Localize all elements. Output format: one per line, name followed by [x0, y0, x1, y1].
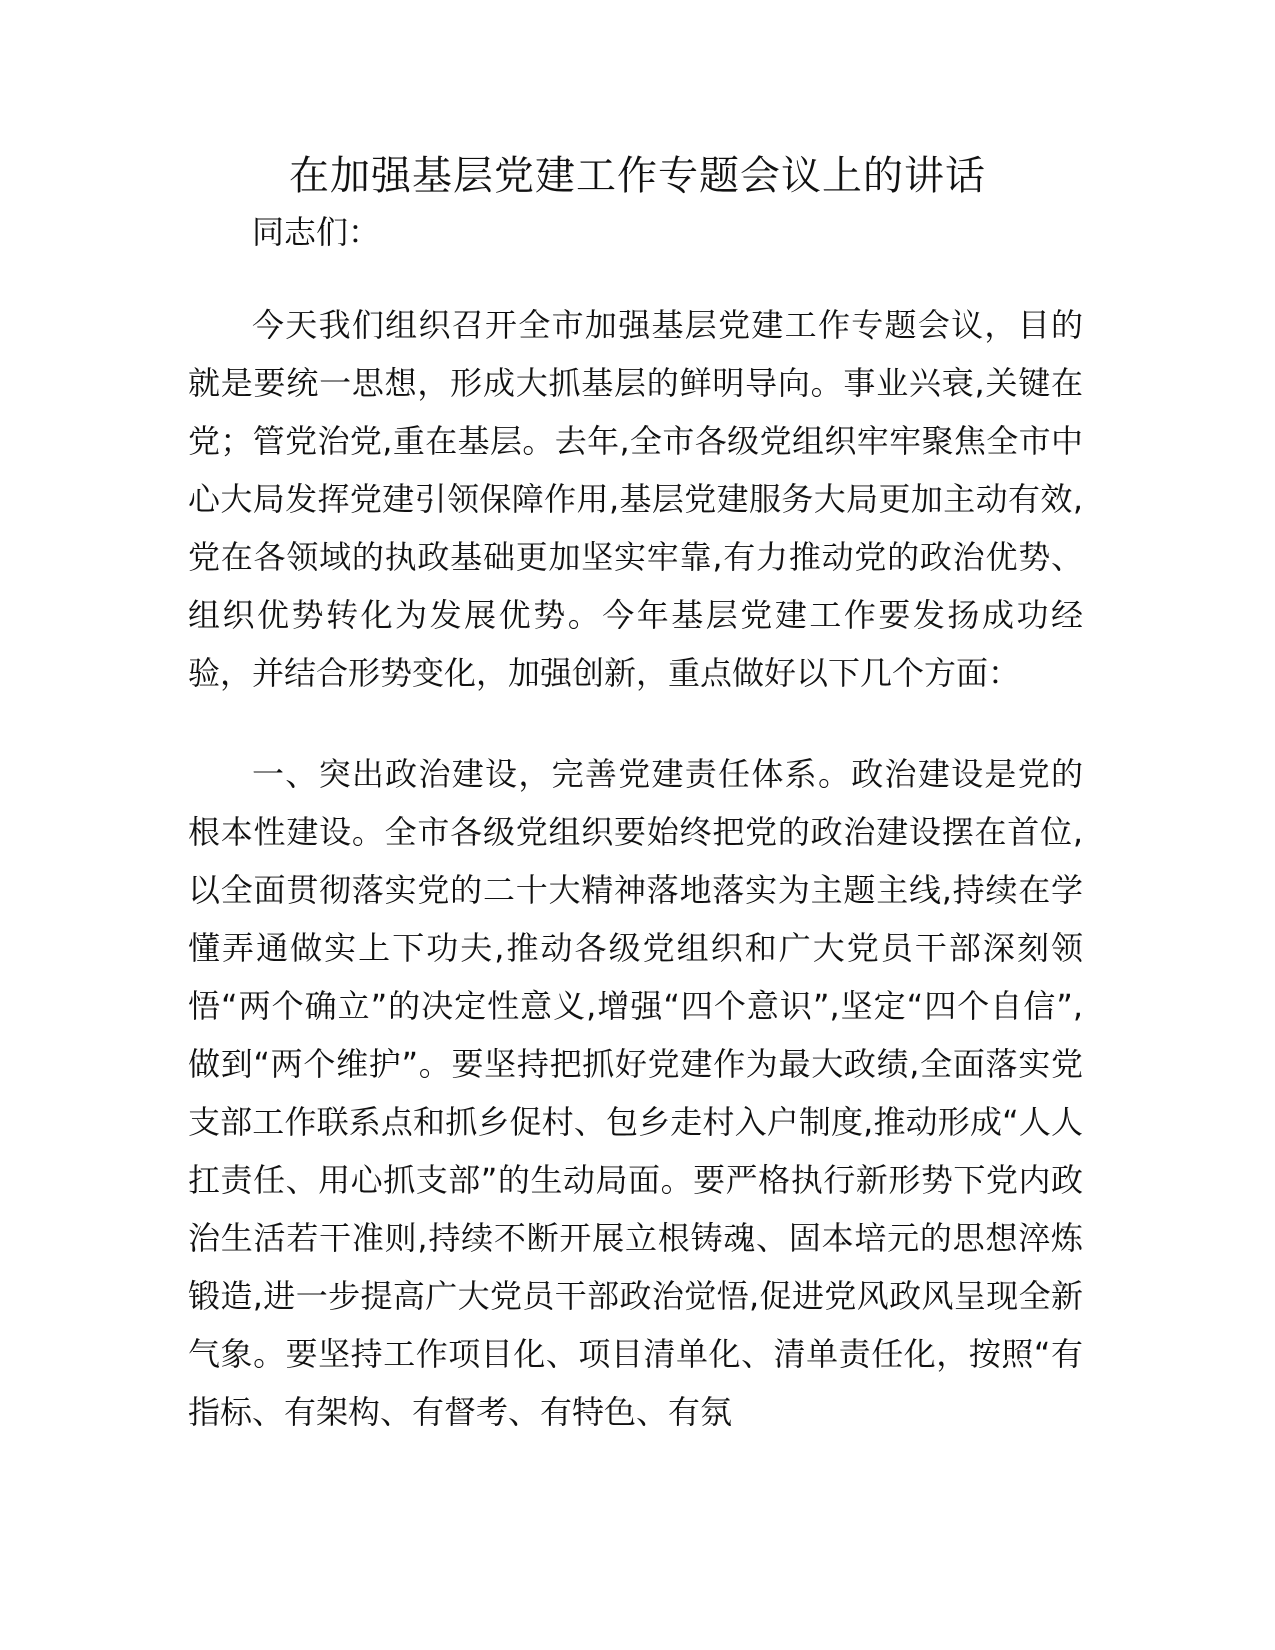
salutation: 同志们： [252, 213, 381, 251]
document-title: 在加强基层党建工作专题会议上的讲话 [289, 153, 986, 199]
paragraph-intro: 今天我们组织召开全市加强基层党建工作专题会议，目的就是要统一思想，形成大抓基层的鲜明导向。事业兴衰,关键在党；管党治党,重在基层。去年,全市各级党组织牢牢聚焦全市中心大局发挥党建引领保障作用,基层党建服务大局更加主动有效,党在各领域的执政基础更加坚实牢靠,有力推动党的政治优势、组织优势转化为发展优势。今年基层党建工作要发扬成功经验，并结合形势变化，加强创新，重点做好以下几个方面： [188, 306, 1083, 692]
paragraph-section-one: 一、突出政治建设，完善党建责任体系。政治建设是党的根本性建设。全市各级党组织要始终把党的政治建设摆在首位,以全面贯彻落实党的二十大精神落地落实为主题主线,持续在学懂弄通做实上下功夫,推动各级党组织和广大党员干部深刻领悟“两个确立”的决定性意义,增强“四个意识”,坚定“四个自信”,做到“两个维护”。要坚持把抓好党建作为最大政绩,全面落实党支部工作联系点和抓乡促村、包乡走村入户制度,推动形成“人人扛责任、用心抓支部”的生动局面。要严格执行新形势下党内政治生活若干准则,持续不断开展立根铸魂、固本培元的思想淬炼锻造,进一步提高广大党员干部政治觉悟,促进党风政风呈现全新气象。要坚持工作项目化、项目清单化、清单责任化，按照“有指标、有架构、有督考、有特色、有氛 [188, 755, 1083, 1431]
